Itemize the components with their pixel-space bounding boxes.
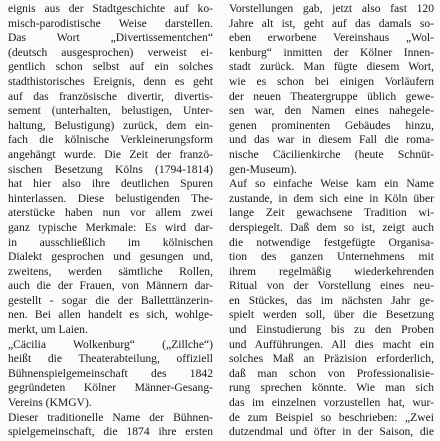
text-line: gen-Museum).: [229, 162, 297, 176]
text-line: nen. Bei allen handelt es sich, wohlge-: [8, 308, 213, 322]
text-line: heißt die Theaterabteilung, offiziell: [8, 352, 213, 366]
text-line: dutzendmal und öfter in der Saison, die: [229, 425, 434, 439]
text-line: in ausschließlich im kölnischen: [8, 235, 213, 249]
text-line: misch-parodistische Weise darstellen.: [8, 16, 213, 30]
text-line: die notwendige festgefügte Organisa-: [229, 235, 434, 249]
text-line: rung sprechen könnte. Wie man sich: [229, 381, 434, 395]
text-line: derspiegelt. Daß dem so ist, zeigt auch: [229, 220, 434, 234]
text-line: tion des ganzen Unternehmens mit: [229, 250, 434, 264]
text-line: Jahre alt ist, geht auf das damals so-: [229, 16, 434, 30]
text-line: fach die kölnische Verkleinerungsform: [8, 133, 213, 147]
text-line: angehängt wurde. Die Zeit der franzö-: [8, 147, 213, 161]
text-line: spielt werden soll, über die Besetzung: [229, 308, 434, 322]
text-line: und das war in diesem Fall die roma-: [229, 133, 434, 147]
text-line: aterstücke haben nun vor allem zwei: [8, 206, 213, 220]
text-line: gegründeten Kölner Männer-Gesang-: [8, 381, 213, 395]
right-column: [229, 2, 434, 440]
text-line: und Aufführungen. All dies macht ein: [229, 337, 434, 351]
text-line: stadthistorisches Ereignis, denn es geht: [8, 74, 213, 88]
text-line: der neuen Theatergruppe üblich gewe-: [229, 89, 434, 103]
text-line: sen war, den Namen eines nahegele-: [229, 104, 434, 118]
text-line: zustande, in dem sich eine in Köln über: [229, 191, 434, 205]
text-line: „Cäcilia Wolkenburg“ („Zillche“): [8, 337, 213, 351]
text-line: wie es schon bei einigen Vorläufern: [229, 74, 434, 88]
text-line: daß man schon von Professionalisie-: [229, 366, 434, 380]
text-line: auch die der Frauen, von Männern dar-: [8, 279, 213, 293]
text-line: de zum Beispiel so beschrieben: „Zwei: [229, 410, 434, 424]
text-line: genen prominenten Gebäudes hinzu,: [229, 118, 434, 132]
text-line: hinterlassen. Diese belustigenden The-: [8, 191, 213, 205]
text-line: sischen Besetzung Kölns (1794-1814): [8, 162, 213, 176]
text-line: Vereins (KMGV).: [8, 396, 92, 410]
text-line: kenburg“ inmitten der Kölner Innen-: [229, 45, 434, 59]
text-line: gestellt - sogar die der Balletttänzerin-: [8, 293, 213, 307]
text-line: nische Cäcilienkirche (heute Schnüt-: [229, 147, 434, 161]
text-line: Auf so einfache Weise kam ein Name: [229, 177, 434, 191]
text-line: lange Zeit gewachsene Tradition wi-: [229, 206, 434, 220]
text-line: zweitens, werden sämtliche Rollen,: [8, 264, 213, 278]
text-line: Ritual von der Vorstellung eines neu-: [229, 279, 434, 293]
text-line: ganz typische Merkmale: Es wird dar-: [8, 220, 213, 234]
text-line: gentlich schon selbst auf ein solches: [8, 60, 213, 74]
text-line: (deutsch ausgesprochen) verweist ei-: [8, 45, 213, 59]
text-line: Vorstellungen gab, jetzt also fast 120: [229, 2, 434, 15]
text-line: auf das französische divertir, divertis-: [8, 89, 213, 103]
left-column: [8, 2, 213, 440]
text-line: ihrem regelmäßig wiederkehrenden: [229, 264, 434, 278]
text-line: Bühnenspielgemeinschaft des 1842: [8, 366, 213, 380]
text-line: solches Maß an Präzision erforderlich,: [229, 352, 434, 366]
text-line: sement (unterhalten, belustigen, Unter-: [8, 104, 213, 118]
text-line: haltung, Belustigung) zurück, dem ein-: [8, 118, 213, 132]
text-line: eignis aus der Stadtgeschichte auf ko-: [8, 2, 213, 15]
text-line: hat hier also ihre deutlichen Spuren: [8, 177, 213, 191]
text-line: stadt zurück. Man fügte diesem Wort,: [229, 60, 434, 74]
text-line: Dieser traditionelle Name der Bühnen-: [8, 410, 213, 424]
text-line: eben erworbene Vereinshaus „Wol-: [229, 31, 434, 45]
text-line: en Stückes, das im nächsten Jahr ge-: [229, 293, 434, 307]
text-line: Dialekt gesprochen und gesungen und,: [8, 250, 213, 264]
text-line: spielgemeinschaft, die 1874 ihre ersten: [8, 425, 213, 439]
text-line: merkt, um Laien.: [8, 323, 88, 337]
text-line: Das Wort „Divertissementchen“: [8, 31, 213, 45]
text-line: und Einstudierung bis zu den Proben: [229, 323, 434, 337]
text-line: das im einzelnen vorzustellen hat, wur-: [229, 396, 434, 410]
